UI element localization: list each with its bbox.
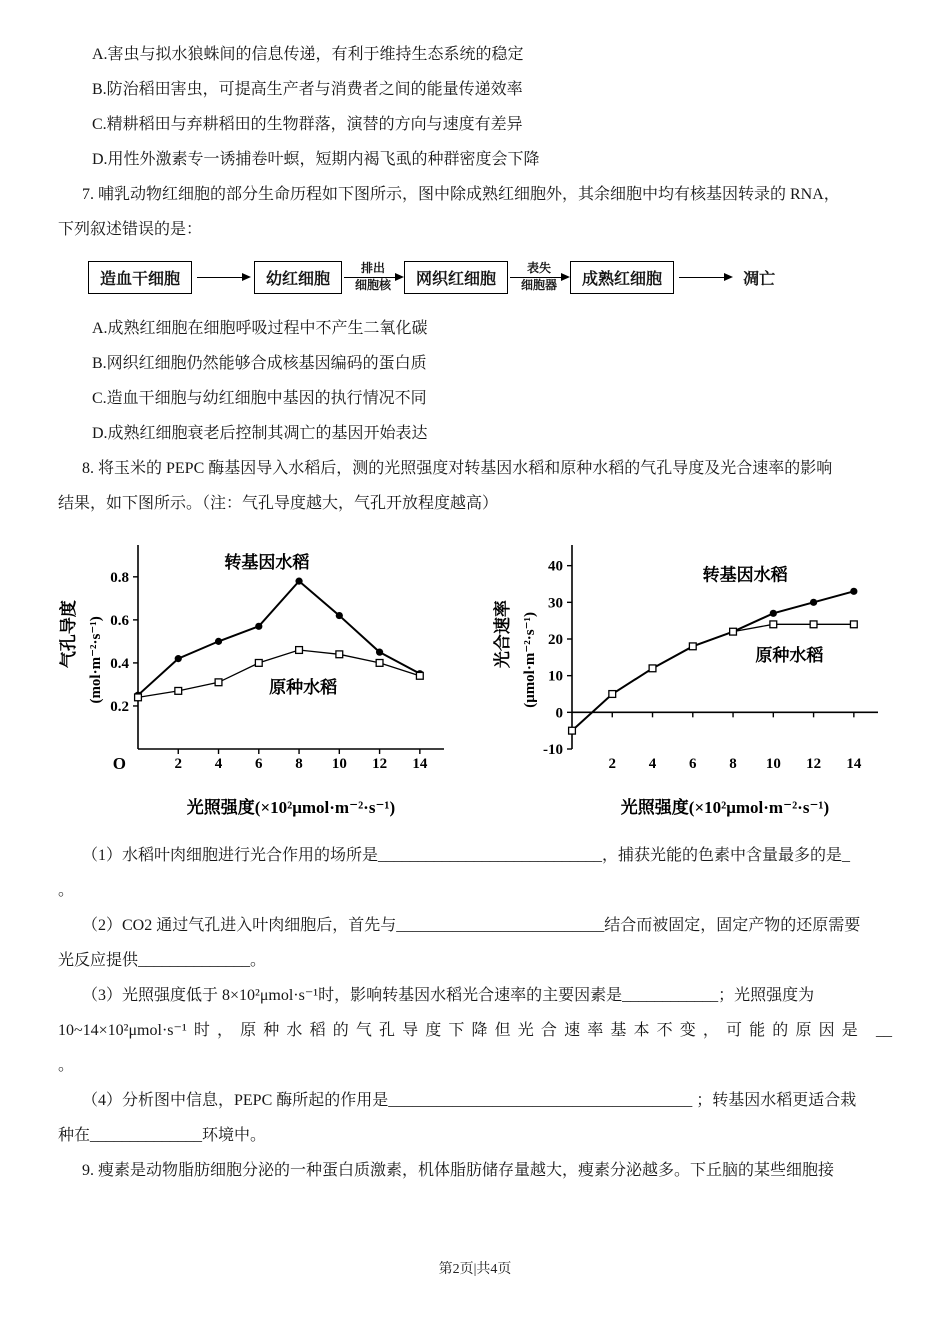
svg-text:2: 2 (608, 756, 617, 772)
svg-text:4: 4 (648, 756, 657, 772)
stomatal-conductance-chart (58, 529, 458, 821)
flow-arrow-lose-organelles (510, 262, 568, 293)
q8-sub4-line1: （4）分析图中信息，PEPC 酶所起的作用是______________________________________ ；转基因水稻更适合栽 (82, 1092, 857, 1109)
svg-text:12: 12 (372, 756, 388, 772)
svg-text:0: 0 (555, 705, 563, 722)
svg-text:2: 2 (174, 756, 183, 772)
flow-arrow-label-bottom: 细胞核 (355, 278, 392, 293)
q7-option-a: A.成熟红细胞在细胞呼吸过程中不产生二氧化碳 (92, 320, 428, 337)
flow-arrow-expel-nucleus (344, 262, 402, 293)
q9-stem-line1: 9. 瘦素是动物脂肪细胞分泌的一种蛋白质激素，机体脂肪储存量越大，瘦素分泌越多。下丘脑的某些细胞接 (82, 1162, 835, 1179)
q8-sub3-line3: 。 (58, 1057, 75, 1074)
svg-text:光合速率: 光合速率 (493, 600, 512, 669)
svg-text:O: O (112, 754, 126, 773)
svg-text:10: 10 (331, 756, 347, 772)
svg-text:0.4: 0.4 (110, 655, 129, 672)
svg-text:12: 12 (806, 756, 822, 772)
svg-text:6: 6 (255, 756, 263, 772)
svg-text:0.8: 0.8 (110, 569, 129, 586)
page-footer: 第2页|共4页 (438, 1262, 512, 1277)
figure-row (58, 529, 892, 821)
flow-box-mature-rbc: 成熟红细胞 (570, 261, 674, 294)
flow-arrow-label-top: 表失 (527, 260, 552, 275)
q7-stem-line1: 7. 哺乳动物红细胞的部分生命历程如下图所示，图中除成熟红细胞外，其余细胞中均有核基因转录的 RNA， (82, 186, 840, 203)
chart-svg (58, 529, 458, 821)
svg-text:14: 14 (412, 756, 428, 772)
q7-option-c: C.造血干细胞与幼红细胞中基因的执行情况不同 (92, 390, 427, 407)
flow-arrow-label-bottom: 细胞器 (521, 278, 558, 293)
q7-option-d: D.成熟红细胞衰老后控制其凋亡的基因开始表达 (92, 425, 428, 442)
svg-text:-10: -10 (543, 742, 563, 758)
photosynthesis-rate-chart (492, 529, 892, 821)
q8-sub1-line2: 。 (58, 882, 75, 899)
svg-text:6: 6 (689, 756, 697, 772)
svg-text:(mol·m⁻²·s⁻¹): (mol·m⁻²·s⁻¹) (88, 616, 104, 704)
flow-box-erythroblast: 幼红细胞 (254, 261, 342, 294)
flow-arrow-label-top: 排出 (361, 260, 386, 275)
svg-text:原种水稻: 原种水稻 (269, 678, 338, 698)
q6-option-c: C.精耕稻田与弃耕稻田的生物群落，演替的方向与速度有差异 (92, 116, 523, 133)
svg-text:0.6: 0.6 (110, 612, 129, 629)
svg-text:光照强度(×10²μmol·m⁻²·s⁻¹): 光照强度(×10²μmol·m⁻²·s⁻¹) (620, 798, 830, 817)
q6-option-b: B.防治稻田害虫，可提高生产者与消费者之间的能量传递效率 (92, 81, 523, 98)
rbc-lifecycle-diagram (88, 261, 892, 294)
q8-sub3-line1: （3）光照强度低于 8×10²μmol·s⁻¹时，影响转基因水稻光合速率的主要因素是____________；光照强度为 (82, 987, 815, 1004)
q8-stem-line1: 8. 将玉米的 PEPC 酶基因导入水稻后，测的光照强度对转基因水稻和原种水稻的气孔导度及光合速率的影响 (82, 460, 833, 477)
svg-text:30: 30 (548, 595, 563, 612)
q8-sub4-line2: 种在______________环境中。 (58, 1127, 267, 1144)
q8-sub2-line1: （2）CO2 通过气孔进入叶肉细胞后，首先与__________________________结合而被固定，固定产物的还原需要 (82, 917, 861, 934)
svg-text:转基因水稻: 转基因水稻 (224, 553, 310, 573)
svg-text:光照强度(×10²μmol·m⁻²·s⁻¹): 光照强度(×10²μmol·m⁻²·s⁻¹) (186, 798, 396, 817)
svg-text:0.2: 0.2 (110, 698, 129, 715)
q6-option-a: A.害虫与拟水狼蛛间的信息传递，有利于维持生态系统的稳定 (92, 46, 524, 63)
svg-text:10: 10 (548, 668, 563, 685)
svg-text:4: 4 (214, 756, 223, 772)
svg-text:(μmol·m⁻²·s⁻¹): (μmol·m⁻²·s⁻¹) (522, 611, 538, 708)
question7-options (58, 318, 892, 445)
svg-text:14: 14 (846, 756, 862, 772)
q7-stem-line2: 下列叙述错误的是： (58, 221, 203, 238)
chart-svg (492, 529, 892, 821)
q8-sub1-line1: （1）水稻叶肉细胞进行光合作用的场所是____________________________，捕获光能的色素中含量最多的是_ (82, 847, 851, 864)
svg-text:转基因水稻: 转基因水稻 (702, 565, 788, 585)
svg-text:气孔导度: 气孔导度 (59, 600, 78, 669)
q8-sub3-line2: 10~14×10²μmol·s⁻¹时，原种水稻的气孔导度下降但光合速率基本不变，可能的原因是 __ (58, 1022, 892, 1039)
svg-text:20: 20 (548, 632, 563, 648)
flow-arrow-icon (510, 277, 568, 279)
flow-box-hematopoietic-stem-cell: 造血干细胞 (88, 261, 192, 294)
svg-text:10: 10 (765, 756, 781, 772)
q8-sub2-line2: 光反应提供______________。 (58, 952, 267, 969)
svg-text:40: 40 (548, 558, 563, 575)
q8-stem-line2: 结果，如下图所示。（注：气孔导度越大，气孔开放程度越高） (58, 495, 499, 512)
question6-options (58, 44, 892, 171)
flow-arrow-icon (679, 277, 731, 279)
flow-end-apoptosis: 凋亡 (743, 271, 776, 288)
svg-text:8: 8 (295, 756, 303, 772)
svg-text:原种水稻: 原种水稻 (755, 646, 824, 665)
flow-box-reticulocyte: 网织红细胞 (404, 261, 508, 294)
flow-arrow-icon (344, 277, 402, 279)
svg-text:8: 8 (729, 756, 737, 772)
flow-arrow-icon (197, 277, 249, 279)
q6-option-d: D.用性外激素专一诱捕卷叶螟，短期内褐飞虱的种群密度会下降 (92, 151, 540, 168)
q7-option-b: B.网织红细胞仍然能够合成核基因编码的蛋白质 (92, 355, 427, 372)
